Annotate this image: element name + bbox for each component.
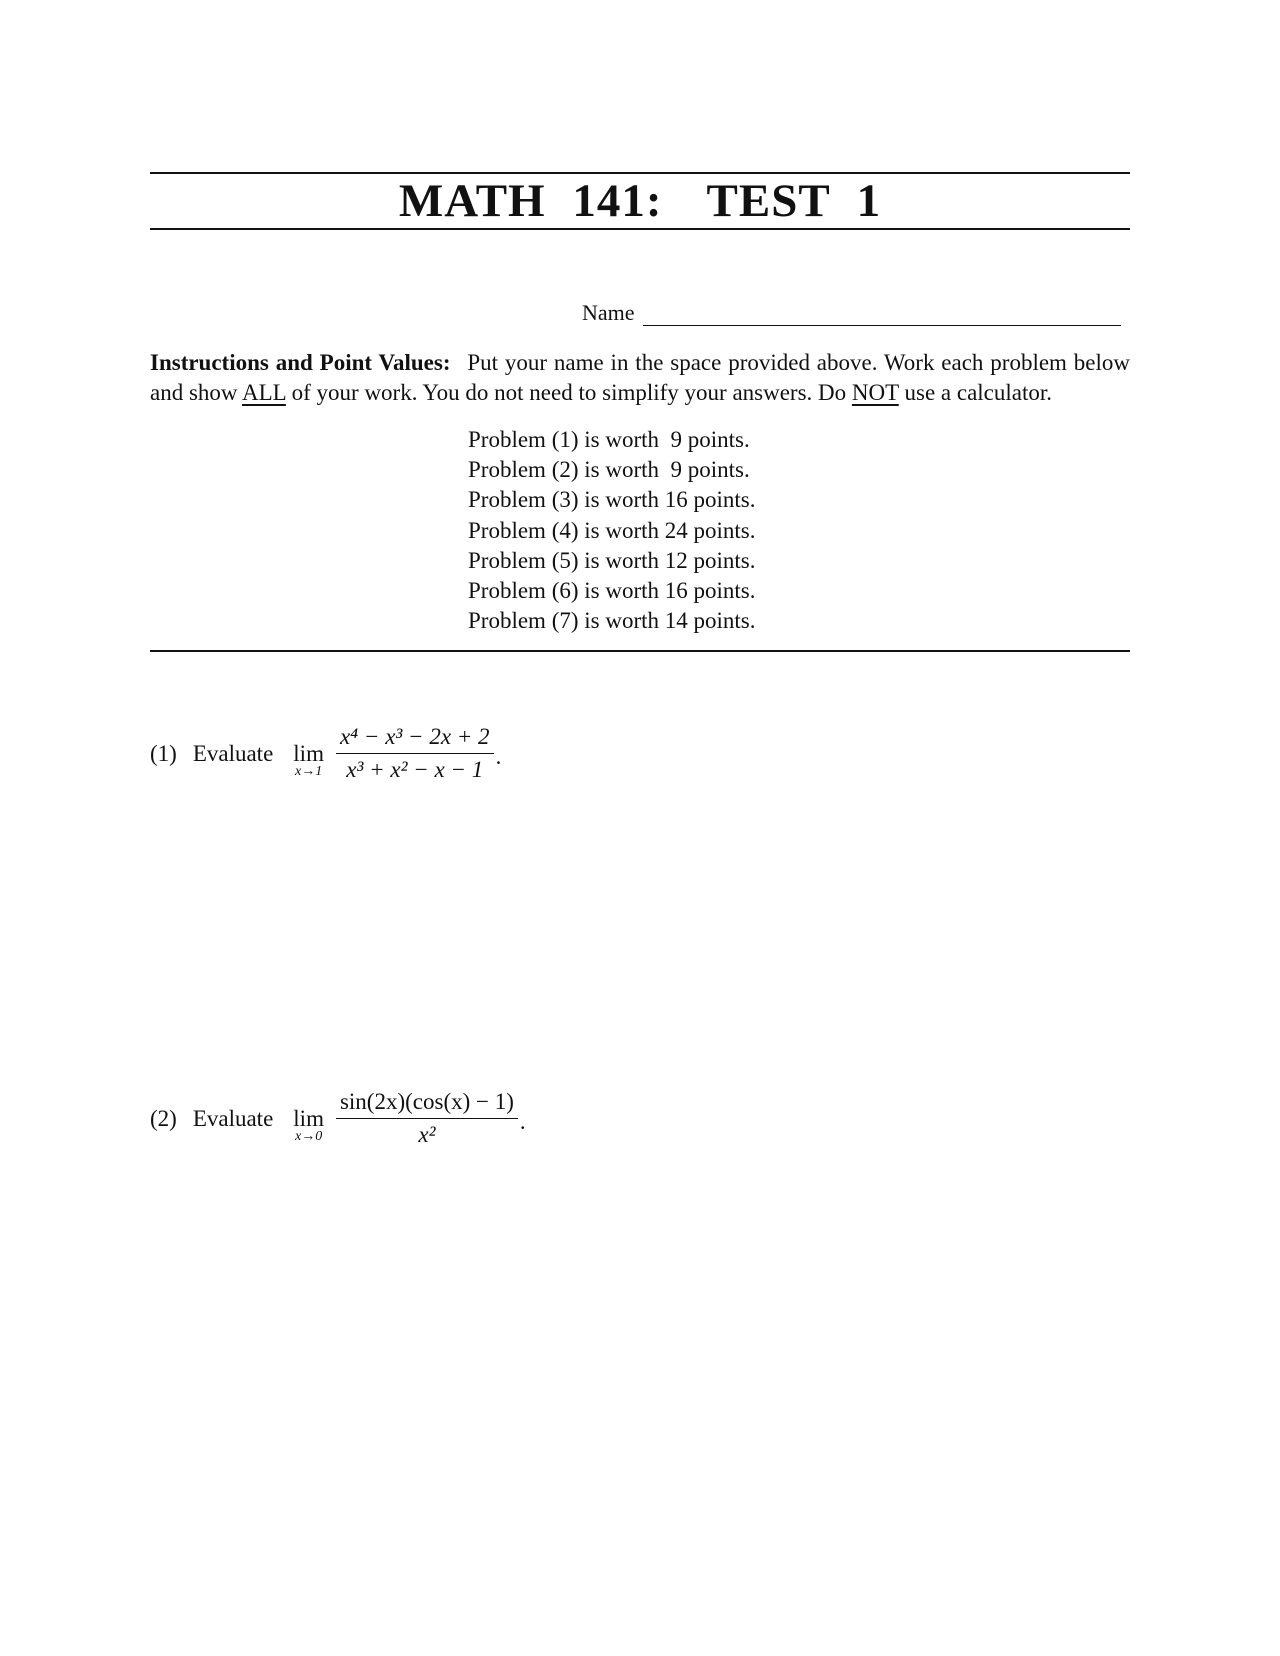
fraction-denominator: x² [336,1118,518,1148]
problem-2-period: . [519,1108,526,1134]
lim-word: lim [293,1105,324,1131]
problem-2-number: (2) [150,1105,177,1131]
point-value-item: Problem (3) is worth 16 points. [468,487,756,513]
exam-page [150,172,1130,1147]
fraction-numerator: sin(2x)(cos(x) − 1) [339,1089,514,1114]
problem-2-limit [293,1105,324,1144]
instructions-text-1: Put your name in the space provided above. Work each problem below and show [150,350,1130,405]
name-field-row [582,300,1130,326]
instructions-heading: Instructions and Point Values: [150,350,451,375]
name-label: Name [582,300,635,325]
fraction-numerator: x⁴ − x³ − 2x + 2 [339,724,490,749]
problem-1 [150,724,501,783]
point-value-item: Problem (6) is worth 16 points. [468,578,756,604]
point-value-item: Problem (5) is worth 12 points. [468,547,756,573]
problem-1-period: . [495,743,502,769]
point-value-item: Problem (1) is worth 9 points. [468,427,750,452]
point-values-list [468,425,1130,636]
exam-title [150,174,1130,228]
problem-2-fraction [336,1089,518,1148]
problem-2 [150,1089,526,1148]
instructions-text-2: of your work. You do not need to simplify your answers. Do [291,379,847,405]
point-value-item: Problem (4) is worth 24 points. [468,517,756,543]
limit-subscript: x→1 [295,763,323,779]
point-value-item: Problem (7) is worth 14 points. [468,608,756,634]
course-title: MATH 141: [398,175,663,227]
fraction-denominator: x³ + x² − x − 1 [336,753,494,783]
title-bottom-rule [150,228,1130,230]
limit-subscript: x→0 [295,1128,323,1144]
section-divider-rule [150,650,1130,652]
problem-1-limit [293,740,324,779]
problem-1-fraction [336,724,494,783]
test-title: TEST 1 [706,175,882,227]
name-blank-line[interactable] [643,303,1121,326]
lim-word: lim [293,740,324,766]
point-value-item: Problem (2) is worth 9 points. [468,457,750,483]
problem-1-number: (1) [150,740,177,766]
instructions-paragraph [150,348,1130,407]
all-underlined: ALL [242,379,286,405]
problem-1-verb: Evaluate [192,740,274,766]
instructions-text-3: use a calculator. [904,379,1053,405]
not-underlined: NOT [851,379,899,405]
problem-2-verb: Evaluate [192,1105,274,1131]
